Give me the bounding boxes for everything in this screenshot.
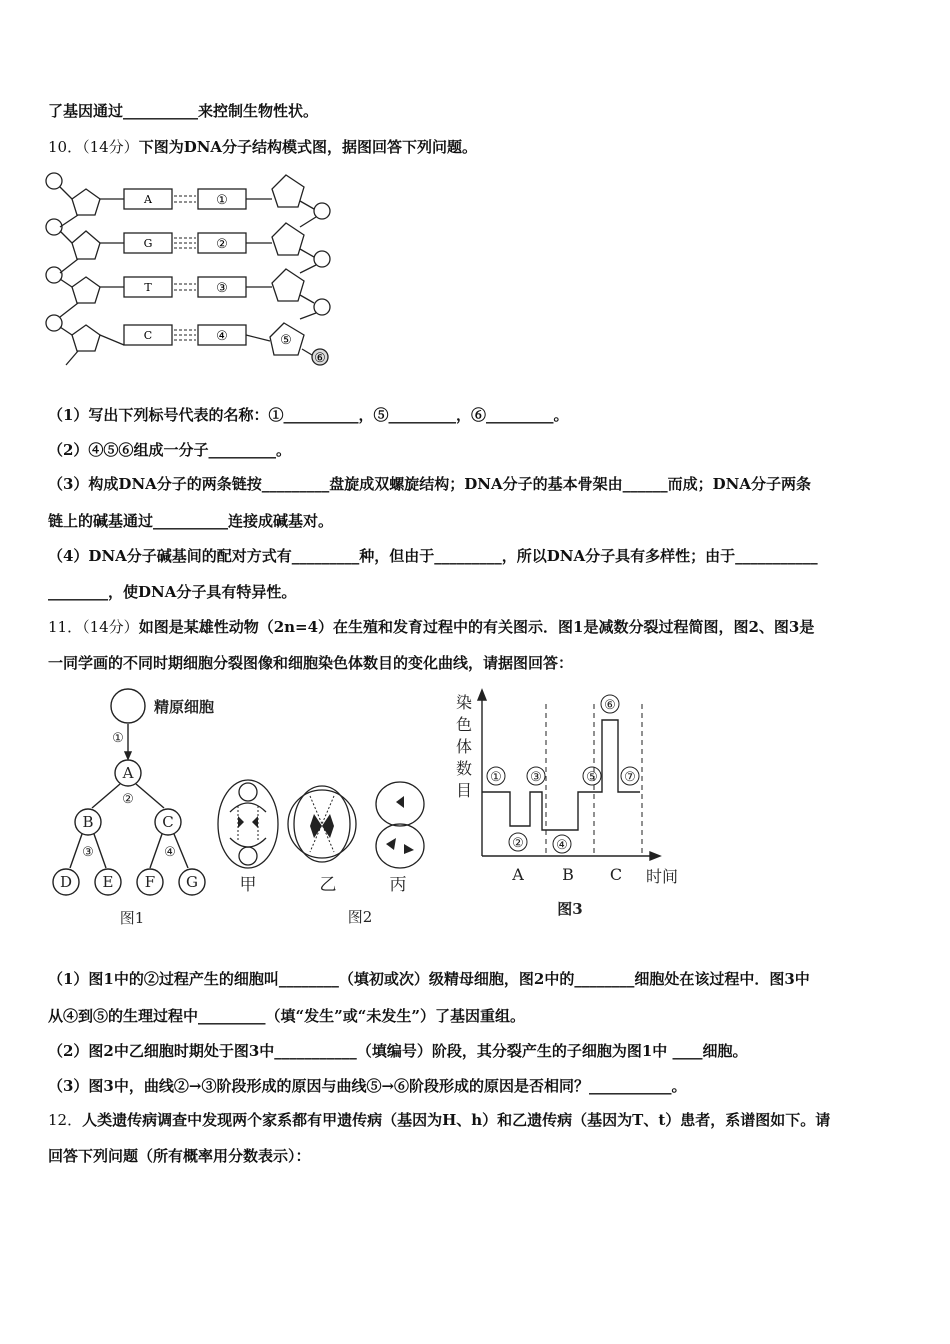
phosphate-circle [314, 251, 330, 267]
fig3-tick-label: C [609, 865, 623, 884]
question-text: 如图是某雄性动物（2n=4）在生殖和发育过程中的有关图示．图1是减数分裂过程简图，图2、图3是 [138, 618, 815, 636]
phosphate-circle [46, 267, 62, 283]
fig3-segment-label: ④ [556, 838, 568, 853]
fig3-tick-label: A [512, 865, 524, 884]
question-10-title [48, 137, 477, 157]
question-11-part-1-cont: 从④到⑤的生理过程中_________（填“发生”或“未发生”）了基因重组。 [48, 1007, 526, 1025]
question-10-part-4-cont: ________，使DNA分子具有特异性。 [48, 583, 297, 601]
deoxyribose-pentagon [72, 277, 100, 303]
question-text: 人类遗传病调查中发现两个家系都有甲遗传病（基因为H、h）和乙遗传病（基因为T、t）患者，系谱图如下。请 [82, 1111, 831, 1129]
sugar-label: ⑤ [280, 333, 292, 348]
base-number-label: ④ [216, 329, 228, 344]
deoxyribose-pentagon [272, 175, 304, 207]
fig2-cell-label: 乙 [319, 875, 337, 895]
base-label: T [144, 281, 152, 294]
fig3-segment-label: ⑥ [604, 698, 616, 713]
question-10-part-1: （1）写出下列标号代表的名称：①__________，⑤_________，⑥_________。 [48, 406, 569, 424]
question-11-part-2: （2）图2中乙细胞时期处于图3中___________（填编号）阶段，其分裂产生的子细胞为图1中 ____细胞。 [48, 1042, 748, 1060]
fig3-segment-label: ⑤ [586, 770, 598, 785]
fig2-cell-label: 甲 [239, 875, 257, 895]
fig1-cell-label: F [144, 873, 156, 891]
fig3-tick-label: B [562, 865, 574, 884]
phosphate-circle [46, 173, 62, 189]
fig1-step-label: ② [122, 792, 134, 807]
fig3-segment-label: ① [490, 770, 502, 785]
question-10-part-2: （2）④⑤⑥组成一分子_________。 [48, 441, 291, 459]
fig3-ylabel-char: 色 [455, 715, 473, 734]
base-label: G [143, 237, 153, 250]
fig3-ylabel-char: 体 [455, 737, 473, 756]
fig1-cell-label: C [162, 813, 174, 831]
question-11-part-1: （1）图1中的②过程产生的细胞叫________（填初或次）级精母细胞，图2中的________细胞处在该过程中．图3中 [48, 970, 810, 988]
base-label: C [143, 329, 153, 342]
fig1-cell-label: B [82, 813, 94, 831]
fig1-cell-label: E [102, 873, 114, 891]
question-number: 10．（14分） [48, 138, 139, 156]
question-12-title-cont: 回答下列问题（所有概率用分数表示）： [48, 1147, 311, 1165]
fig3-segment-label: ② [512, 836, 524, 851]
question-11-part-3: （3）图3中，曲线②→③阶段形成的原因与曲线⑤→⑥阶段形成的原因是否相同？___________。 [48, 1077, 687, 1095]
fig1-top-label: 精原细胞 [153, 698, 215, 716]
fig3-segment-label: ⑦ [624, 770, 636, 785]
fig1-step-label: ③ [82, 845, 94, 860]
base-number-label: ③ [216, 281, 228, 296]
question-11-title [48, 617, 814, 637]
deoxyribose-pentagon [72, 325, 100, 351]
fig1-cell-label: G [186, 873, 198, 891]
figure-3-chromosome-curve [450, 686, 690, 926]
deoxyribose-pentagon [72, 189, 100, 215]
fig1-step-label: ① [112, 731, 124, 746]
fig1-step-label: ④ [164, 845, 176, 860]
fig3-caption: 图3 [557, 900, 583, 918]
deoxyribose-pentagon [272, 223, 304, 255]
base-number-label: ② [216, 237, 228, 252]
fig3-ylabel-char: 数 [455, 759, 473, 778]
phosphate-circle [46, 315, 62, 331]
base-label: A [144, 193, 152, 206]
fig2-caption: 图2 [347, 908, 373, 926]
phosphate-label: ⑥ [314, 351, 326, 366]
question-12-title [48, 1110, 830, 1130]
fig1-caption: 图1 [119, 909, 145, 927]
fig1-cell-label: D [59, 873, 73, 891]
question-10-part-4: （4）DNA分子碱基间的配对方式有_________种，但由于_________，所以DNA分子具有多样性；由于___________ [48, 547, 818, 565]
text-line: 了基因通过__________来控制生物性状。 [48, 102, 319, 120]
fig3-segment-label: ③ [530, 770, 542, 785]
question-10-part-3: （3）构成DNA分子的两条链按_________盘旋成双螺旋结构；DNA分子的基本骨架由______而成；DNA分子两条 [48, 475, 812, 493]
deoxyribose-pentagon [72, 231, 100, 259]
fig2-cell-label: 丙 [389, 875, 407, 895]
fig3-ylabel-char: 目 [455, 781, 473, 800]
figure-1-meiosis-diagram [42, 686, 222, 930]
deoxyribose-pentagon [272, 269, 304, 301]
question-10-part-3-cont: 链上的碱基通过__________连接成碱基对。 [48, 512, 334, 530]
question-text: 下图为DNA分子结构模式图，据图回答下列问题。 [138, 138, 478, 156]
fig3-xlabel: 时间 [645, 867, 679, 886]
question-number: 11．（14分） [48, 618, 139, 636]
question-number: 12． [48, 1111, 83, 1129]
phosphate-circle [46, 219, 62, 235]
figure-2-cell-division-images [210, 776, 440, 932]
fig1-cell-label: A [122, 764, 134, 782]
question-11-title-cont: 一同学画的不同时期细胞分裂图像和细胞染色体数目的变化曲线，请据图回答： [48, 654, 574, 672]
base-number-label: ① [216, 193, 228, 208]
phosphate-circle [314, 203, 330, 219]
dna-structure-figure [38, 165, 338, 375]
fig3-ylabel-char: 染 [455, 693, 473, 712]
phosphate-circle [314, 299, 330, 315]
